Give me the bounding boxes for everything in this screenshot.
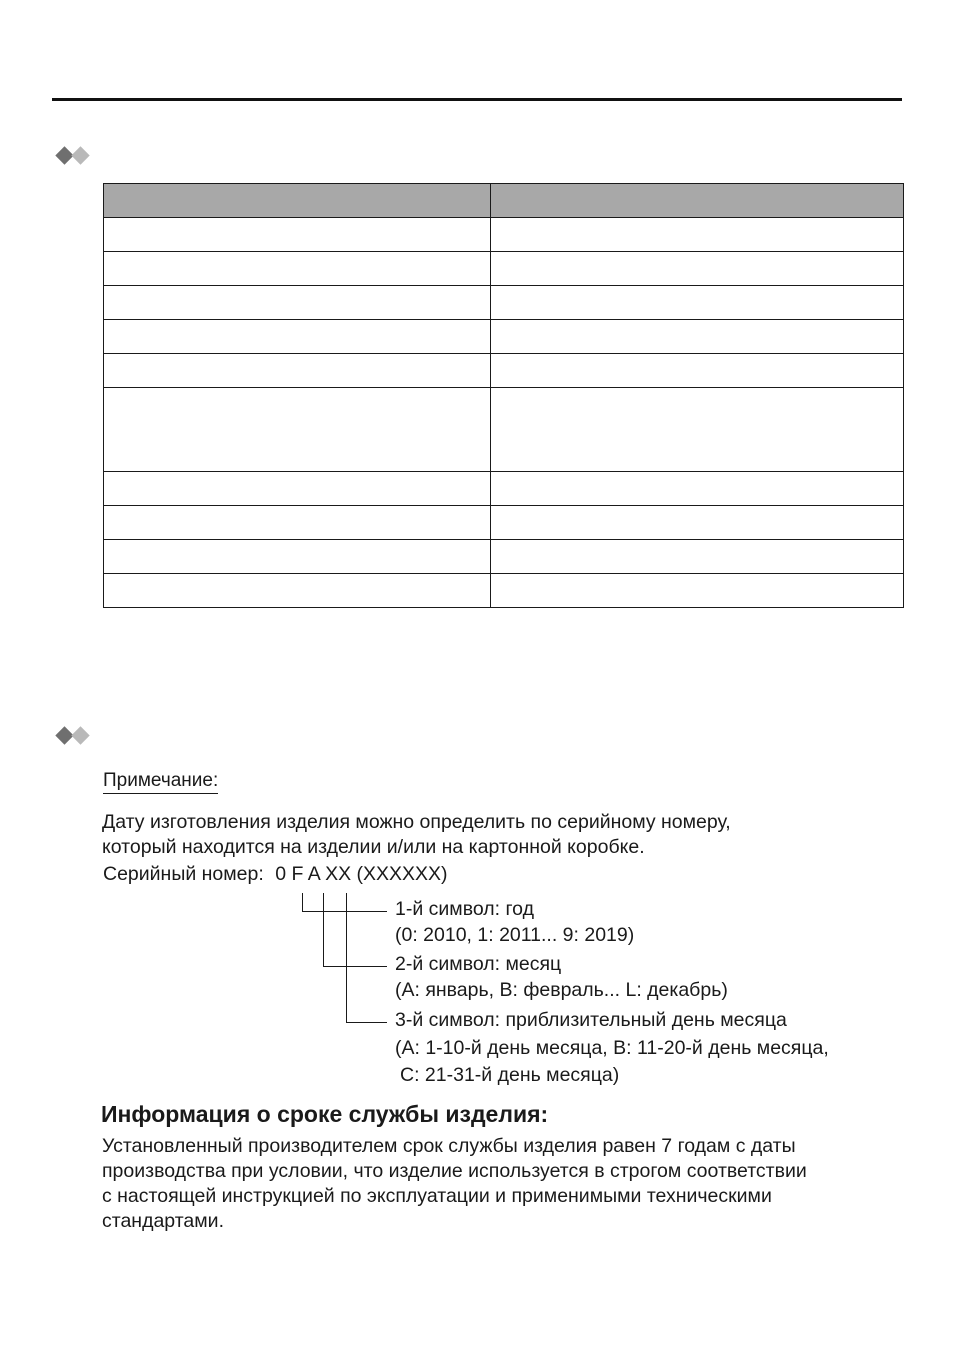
table-row <box>104 574 904 608</box>
table-header-row <box>104 184 904 218</box>
top-rule <box>52 98 902 101</box>
specification-table <box>103 183 904 608</box>
connector-day <box>346 893 387 1023</box>
symbol-day-desc: (A: 1-10-й день месяца, B: 11-20-й день месяца, <box>395 1037 829 1059</box>
serial-number-line <box>103 862 448 887</box>
table-cell <box>104 320 491 354</box>
table-cell <box>104 354 491 388</box>
table-cell <box>491 472 904 506</box>
table-cell <box>104 506 491 540</box>
table-cell <box>104 574 491 608</box>
table-row <box>104 540 904 574</box>
table-row <box>104 286 904 320</box>
table-cell <box>104 540 491 574</box>
table-cell <box>491 286 904 320</box>
table-cell <box>104 286 491 320</box>
table-cell <box>491 506 904 540</box>
table-cell <box>491 574 904 608</box>
table-row <box>104 354 904 388</box>
table-header-cell <box>491 184 904 218</box>
symbol-day-desc-cont: C: 21-31-й день месяца) <box>400 1064 620 1086</box>
table-cell <box>491 218 904 252</box>
section-marker-icon <box>52 726 98 746</box>
note-line: который находится на изделии и/или на картонной коробке. <box>102 836 645 858</box>
table-cell <box>491 252 904 286</box>
table-cell <box>104 388 491 472</box>
symbol-year-desc: (0: 2010, 1: 2011... 9: 2019) <box>395 924 635 946</box>
note-label: Примечание: <box>103 770 218 794</box>
table-row <box>104 218 904 252</box>
symbol-month-title: 2-й символ: месяц <box>395 953 562 975</box>
diamond-light-icon <box>71 146 89 164</box>
table-cell <box>491 388 904 472</box>
table-cell <box>104 472 491 506</box>
section-marker-icon <box>52 146 98 166</box>
serial-label: Серийный номер: <box>103 863 264 885</box>
table-cell <box>491 540 904 574</box>
symbol-year-title: 1-й символ: год <box>395 898 534 920</box>
table-cell <box>491 320 904 354</box>
diamond-light-icon <box>71 726 89 744</box>
table-cell <box>104 252 491 286</box>
service-life-line: стандартами. <box>102 1210 224 1232</box>
symbol-month-desc: (A: январь, B: февраль... L: декабрь) <box>395 979 728 1001</box>
service-life-line: Установленный производителем срок службы изделия равен 7 годам с даты <box>102 1135 796 1157</box>
table-row <box>104 388 904 472</box>
service-life-line: производства при условии, что изделие используется в строгом соответствии <box>102 1160 807 1182</box>
service-life-line: с настоящей инструкцией по эксплуатации и применимыми техническими <box>102 1185 772 1207</box>
table-cell <box>491 354 904 388</box>
table-cell <box>104 218 491 252</box>
note-line: Дату изготовления изделия можно определить по серийному номеру, <box>102 811 731 833</box>
table-row <box>104 320 904 354</box>
service-life-title: Информация о сроке службы изделия: <box>101 1101 549 1127</box>
table-row <box>104 472 904 506</box>
symbol-day-title: 3-й символ: приблизительный день месяца <box>395 1009 787 1031</box>
table-header-cell <box>104 184 491 218</box>
serial-code: 0 F A XX (XXXXXX) <box>275 863 448 885</box>
table-row <box>104 506 904 540</box>
table-row <box>104 252 904 286</box>
